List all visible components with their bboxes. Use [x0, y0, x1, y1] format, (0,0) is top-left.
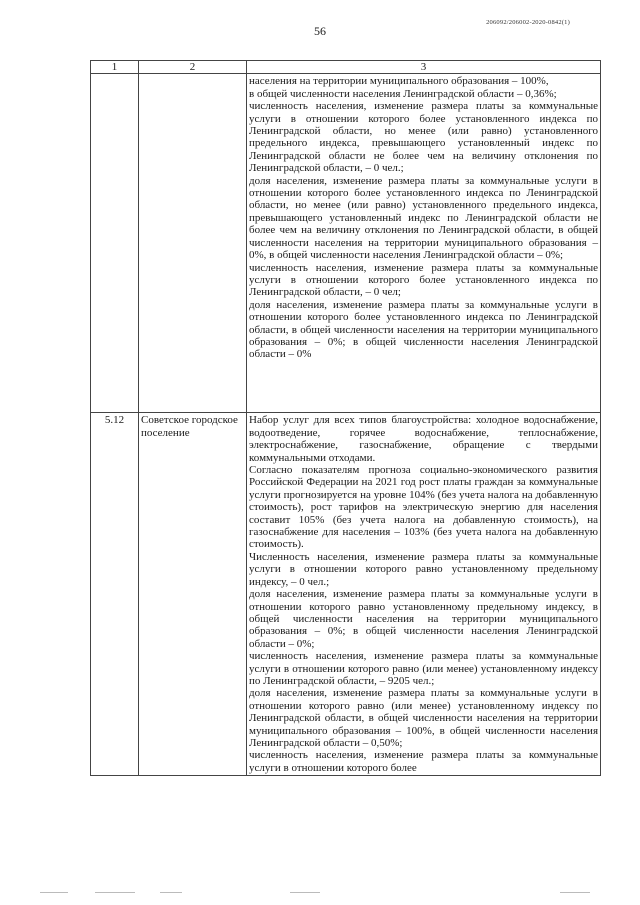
content-paragraph: доля населения, изменение размера платы за коммунальные услуги в отношении которого равно установленному предельному индексу, в общей численности населения на территории муниципального образования – 0%; в общей численности населения Ленинградской области – 0%; — [249, 588, 598, 650]
row-content-cell — [247, 74, 601, 413]
column-header-2: 2 — [139, 61, 247, 74]
content-paragraph: доля населения, изменение размера платы за коммунальные услуги в отношении которого более установленного индекса по Ленинградской области, в общей численности населения на территории муниципального образования – 0%; в общей численности населения Ленинградской области – 0% — [249, 298, 598, 361]
scan-edge-marks — [0, 892, 640, 900]
column-header-1: 1 — [91, 61, 139, 74]
content-line: в общей численности населения Ленинградской области – 0,36%; — [249, 87, 557, 100]
row-number-cell — [91, 74, 139, 413]
document-code: 206092/206002-2020-0842(1) — [486, 19, 570, 26]
content-paragraph: численность населения, изменение размера платы за коммунальные услуги в отношении которого более — [249, 749, 598, 774]
content-paragraph: Набор услуг для всех типов благоустройства: холодное водоснабжение, водоотведение, горячее водоснабжение, теплоснабжение, электроснабжение, газоснабжение, обращение с твердыми коммунальными отходами. — [249, 414, 598, 464]
row-name-cell: Советское городское поселение — [139, 413, 247, 776]
content-paragraph: численность населения, изменение размера платы за коммунальные услуги в отношении которого более установленного индекса по Ленинградской области, но менее (или равно) установленного предельного индекса, превышающего установленный индекс по Ленинградской области не более чем на величину отклонения по Ленинградской области, – 0 чел.; — [249, 100, 598, 175]
main-table — [90, 60, 601, 776]
row-name-cell — [139, 74, 247, 413]
content-paragraph: Согласно показателям прогноза социально-экономического развития Российской Федерации на 2021 год рост платы граждан за коммунальные услуги прогнозируется на уровне 104% (без учета налога на добавленную стоимость), рост тарифов на электрическую энергию для населения составит 105% (без учета налога на добавленную стоимость), на газоснабжение для населения – 103% (без учета налога на добавленную стоимость). — [249, 464, 598, 551]
content-paragraph: доля населения, изменение размера платы за коммунальные услуги в отношении которого равно (или менее) установленному индексу по Ленинградской области, в общей численности населения на территории муниципального образования – 100%, в общей численности населения Ленинградской области – 0,50%; — [249, 687, 598, 749]
content-paragraph: численность населения, изменение размера платы за коммунальные услуги в отношении которого равно (или менее) установленному индексу по Ленинградской области, – 9205 чел.; — [249, 650, 598, 687]
row-number-cell: 5.12 — [91, 413, 139, 776]
table-row-5-12 — [91, 413, 601, 776]
table-row-continued — [91, 74, 601, 413]
content-paragraph: численность населения, изменение размера платы за коммунальные услуги в отношении которого более установленного индекса по Ленинградской области, – 0 чел; — [249, 261, 598, 299]
content-paragraph: Численность населения, изменение размера платы за коммунальные услуги в отношении которого равно установленному предельному индексу, – 0 чел.; — [249, 550, 598, 588]
content-paragraph: доля населения, изменение размера платы за коммунальные услуги в отношении которого более установленного индекса по Ленинградской области, но менее (или равно) установленного предельного индекса, превышающего установленный индекс по Ленинградской области не более чем на величину отклонения по Ленинградской области, в общей численности населения на территории муниципального образования – 0%, в общей численности населения Ленинградской области – 0%; — [249, 174, 598, 262]
content-line: населения на территории муниципального образования – 100%, — [249, 75, 549, 88]
page-number: 56 — [314, 24, 326, 38]
row-content-cell — [247, 413, 601, 776]
table-header-row — [91, 61, 601, 74]
column-header-3: 3 — [247, 61, 601, 74]
